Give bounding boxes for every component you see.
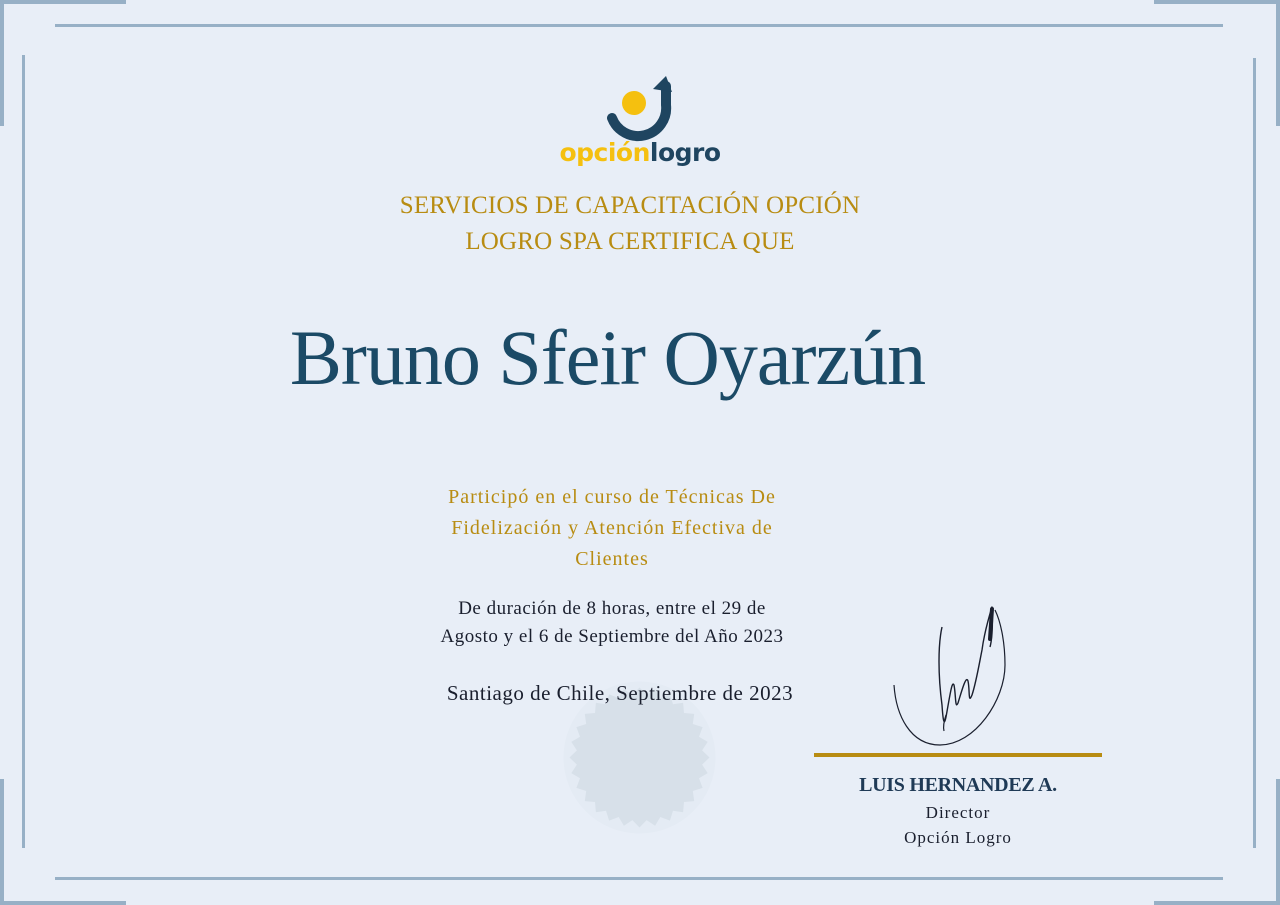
recipient-name: Bruno Sfeir Oyarzún — [289, 314, 926, 401]
corner-accent-bottom-left-vertical — [0, 779, 4, 905]
corner-accent-top-right — [1154, 0, 1280, 4]
signature-image — [880, 595, 1020, 755]
course-line-3: Clientes — [575, 548, 649, 570]
certificate-headline — [330, 188, 930, 260]
opcion-logro-logo — [540, 72, 740, 182]
headline-line-1: SERVICIOS DE CAPACITACIÓN OPCIÓN — [399, 192, 861, 219]
place-and-date: Santiago de Chile, Septiembre de 2023 — [446, 681, 794, 705]
corner-accent-bottom-left — [0, 901, 126, 905]
circular-arrow-logo-icon — [604, 72, 674, 142]
signer-role: Director — [925, 803, 991, 822]
corner-accent-bottom-right-vertical — [1276, 779, 1280, 905]
corner-accent-top-right-vertical — [1276, 0, 1280, 126]
signer-organization: Opción Logro — [904, 828, 1012, 847]
headline-line-2: LOGRO SPA CERTIFICA QUE — [465, 228, 795, 255]
logo-wordmark — [540, 138, 740, 168]
duration-line-2: Agosto y el 6 de Septiembre del Año 2023 — [440, 626, 784, 647]
frame-line-left — [22, 55, 25, 848]
corner-accent-top-left — [0, 0, 126, 4]
course-line-1: Participó en el curso de Técnicas De — [448, 486, 776, 508]
logo-word-logro: logro — [649, 138, 721, 167]
course-duration — [412, 595, 812, 651]
frame-line-right — [1253, 58, 1256, 848]
duration-line-1: De duración de 8 horas, entre el 29 de — [458, 598, 766, 619]
signature-line — [814, 753, 1102, 757]
course-line-2: Fidelización y Atención Efectiva de — [451, 517, 773, 539]
signer-name: LUIS HERNANDEZ A. — [859, 774, 1057, 796]
frame-line-bottom — [55, 877, 1223, 880]
frame-line-top — [55, 24, 1223, 27]
course-description — [412, 482, 812, 575]
corner-accent-bottom-right — [1154, 901, 1280, 905]
logo-word-opcion: opción — [559, 138, 650, 167]
corner-accent-top-left-vertical — [0, 0, 4, 126]
